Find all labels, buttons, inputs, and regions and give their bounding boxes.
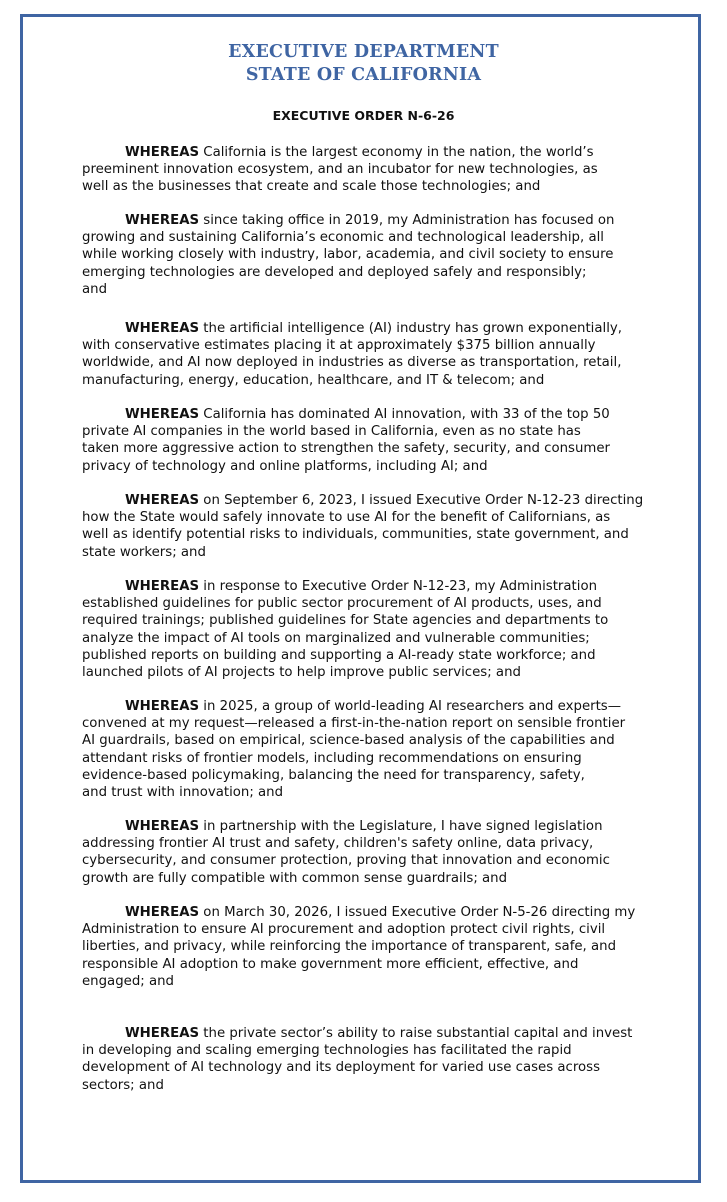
whereas-clause <box>82 144 652 196</box>
clause-line: worldwide, and AI now deployed in industries as diverse as transportation, retail, <box>82 355 622 371</box>
clause-line: preeminent innovation ecosystem, and an incubator for new technologies, as <box>82 162 598 178</box>
clause-line: well as the businesses that create and scale those technologies; and <box>82 179 541 195</box>
whereas-keyword: WHEREAS <box>125 321 200 336</box>
clause-line: how the State would safely innovate to use AI for the benefit of Californians, as <box>82 510 611 526</box>
clause-line: growing and sustaining California’s economic and technological leadership, all <box>82 230 604 246</box>
whereas-clause <box>82 492 652 561</box>
clause-line: privacy of technology and online platforms, including AI; and <box>82 458 488 474</box>
clause-line: and <box>82 281 108 297</box>
clause-line: evidence-based policymaking, balancing the need for transparency, safety, <box>82 767 585 783</box>
clause-line: WHEREAS on March 30, 2026, I issued Executive Order N-5-26 directing my <box>125 905 636 920</box>
whereas-clause <box>82 212 652 298</box>
clause-line: convened at my request—released a first-in-the-nation report on sensible frontier <box>82 716 626 732</box>
clause-line: AI guardrails, based on empirical, science-based analysis of the capabilities and <box>82 733 615 749</box>
clause-line: WHEREAS in partnership with the Legislature, I have signed legislation <box>125 819 603 834</box>
clause-line: published reports on building and supporting a AI-ready state workforce; and <box>82 647 596 663</box>
clause-line: WHEREAS since taking office in 2019, my Administration has focused on <box>125 213 615 228</box>
whereas-keyword: WHEREAS <box>125 699 200 714</box>
clause-line: Administration to ensure AI procurement and adoption protect civil rights, civil <box>82 922 606 938</box>
clause-line: responsible AI adoption to make government more efficient, effective, and <box>82 956 579 972</box>
clause-line: addressing frontier AI trust and safety, children's safety online, data privacy, <box>82 836 594 852</box>
whereas-keyword: WHEREAS <box>125 1026 200 1041</box>
executive-order-number: EXECUTIVE ORDER N-6-26 <box>272 108 455 123</box>
clause-line: WHEREAS California has dominated AI innovation, with 33 of the top 50 <box>125 407 610 422</box>
whereas-keyword: WHEREAS <box>125 493 200 508</box>
clause-line: WHEREAS the private sector’s ability to raise substantial capital and invest <box>125 1026 633 1041</box>
clause-line: cybersecurity, and consumer protection, proving that innovation and economic <box>82 853 610 869</box>
clause-line: growth are fully compatible with common sense guardrails; and <box>82 870 508 886</box>
clause-line: in developing and scaling emerging technologies has facilitated the rapid <box>82 1043 572 1059</box>
whereas-clause <box>82 1025 652 1094</box>
clause-line: emerging technologies are developed and deployed safely and responsibly; <box>82 264 587 280</box>
whereas-keyword: WHEREAS <box>125 213 200 228</box>
clause-line: launched pilots of AI projects to help improve public services; and <box>82 665 521 681</box>
whereas-clause <box>82 578 652 681</box>
clause-line: manufacturing, energy, education, healthcare, and IT & telecom; and <box>82 372 545 388</box>
whereas-keyword: WHEREAS <box>125 145 200 160</box>
clause-line: sectors; and <box>82 1077 164 1093</box>
clause-line: well as identify potential risks to individuals, communities, state government, and <box>82 527 629 543</box>
clause-line: required trainings; published guidelines for State agencies and departments to <box>82 613 609 629</box>
clause-line: engaged; and <box>82 973 174 989</box>
clause-line: established guidelines for public sector procurement of AI products, uses, and <box>82 596 602 612</box>
whereas-clause <box>82 698 652 801</box>
clause-line: WHEREAS California is the largest economy in the nation, the world’s <box>125 145 594 160</box>
state-heading: STATE OF CALIFORNIA <box>245 65 482 85</box>
whereas-keyword: WHEREAS <box>125 407 200 422</box>
whereas-clause <box>82 818 652 887</box>
whereas-clause <box>82 406 652 475</box>
clause-line: and trust with innovation; and <box>82 785 284 801</box>
clause-line: attendant risks of frontier models, including recommendations on ensuring <box>82 750 582 766</box>
department-heading: EXECUTIVE DEPARTMENT <box>228 42 499 62</box>
clause-line: analyze the impact of AI tools on marginalized and vulnerable communities; <box>82 630 590 646</box>
clause-line: liberties, and privacy, while reinforcing the importance of transparent, safe, and <box>82 939 617 955</box>
clause-line: private AI companies in the world based in California, even as no state has <box>82 424 581 440</box>
whereas-clause <box>82 904 652 990</box>
whereas-keyword: WHEREAS <box>125 579 200 594</box>
clause-line: WHEREAS the artificial intelligence (AI) industry has grown exponentially, <box>125 321 622 336</box>
clause-line: development of AI technology and its deployment for varied use cases across <box>82 1060 601 1076</box>
clause-line: taken more aggressive action to strengthen the safety, security, and consumer <box>82 441 611 457</box>
clause-line: state workers; and <box>82 544 206 560</box>
clause-line: WHEREAS in 2025, a group of world-leading AI researchers and experts— <box>125 699 622 714</box>
whereas-keyword: WHEREAS <box>125 819 200 834</box>
clause-line: with conservative estimates placing it at approximately $375 billion annually <box>82 338 596 354</box>
whereas-keyword: WHEREAS <box>125 905 200 920</box>
clause-line: WHEREAS on September 6, 2023, I issued Executive Order N-12-23 directing <box>125 493 644 508</box>
clause-line: WHEREAS in response to Executive Order N-12-23, my Administration <box>125 579 598 594</box>
clause-line: while working closely with industry, labor, academia, and civil society to ensure <box>82 247 614 263</box>
whereas-clause <box>82 320 652 389</box>
